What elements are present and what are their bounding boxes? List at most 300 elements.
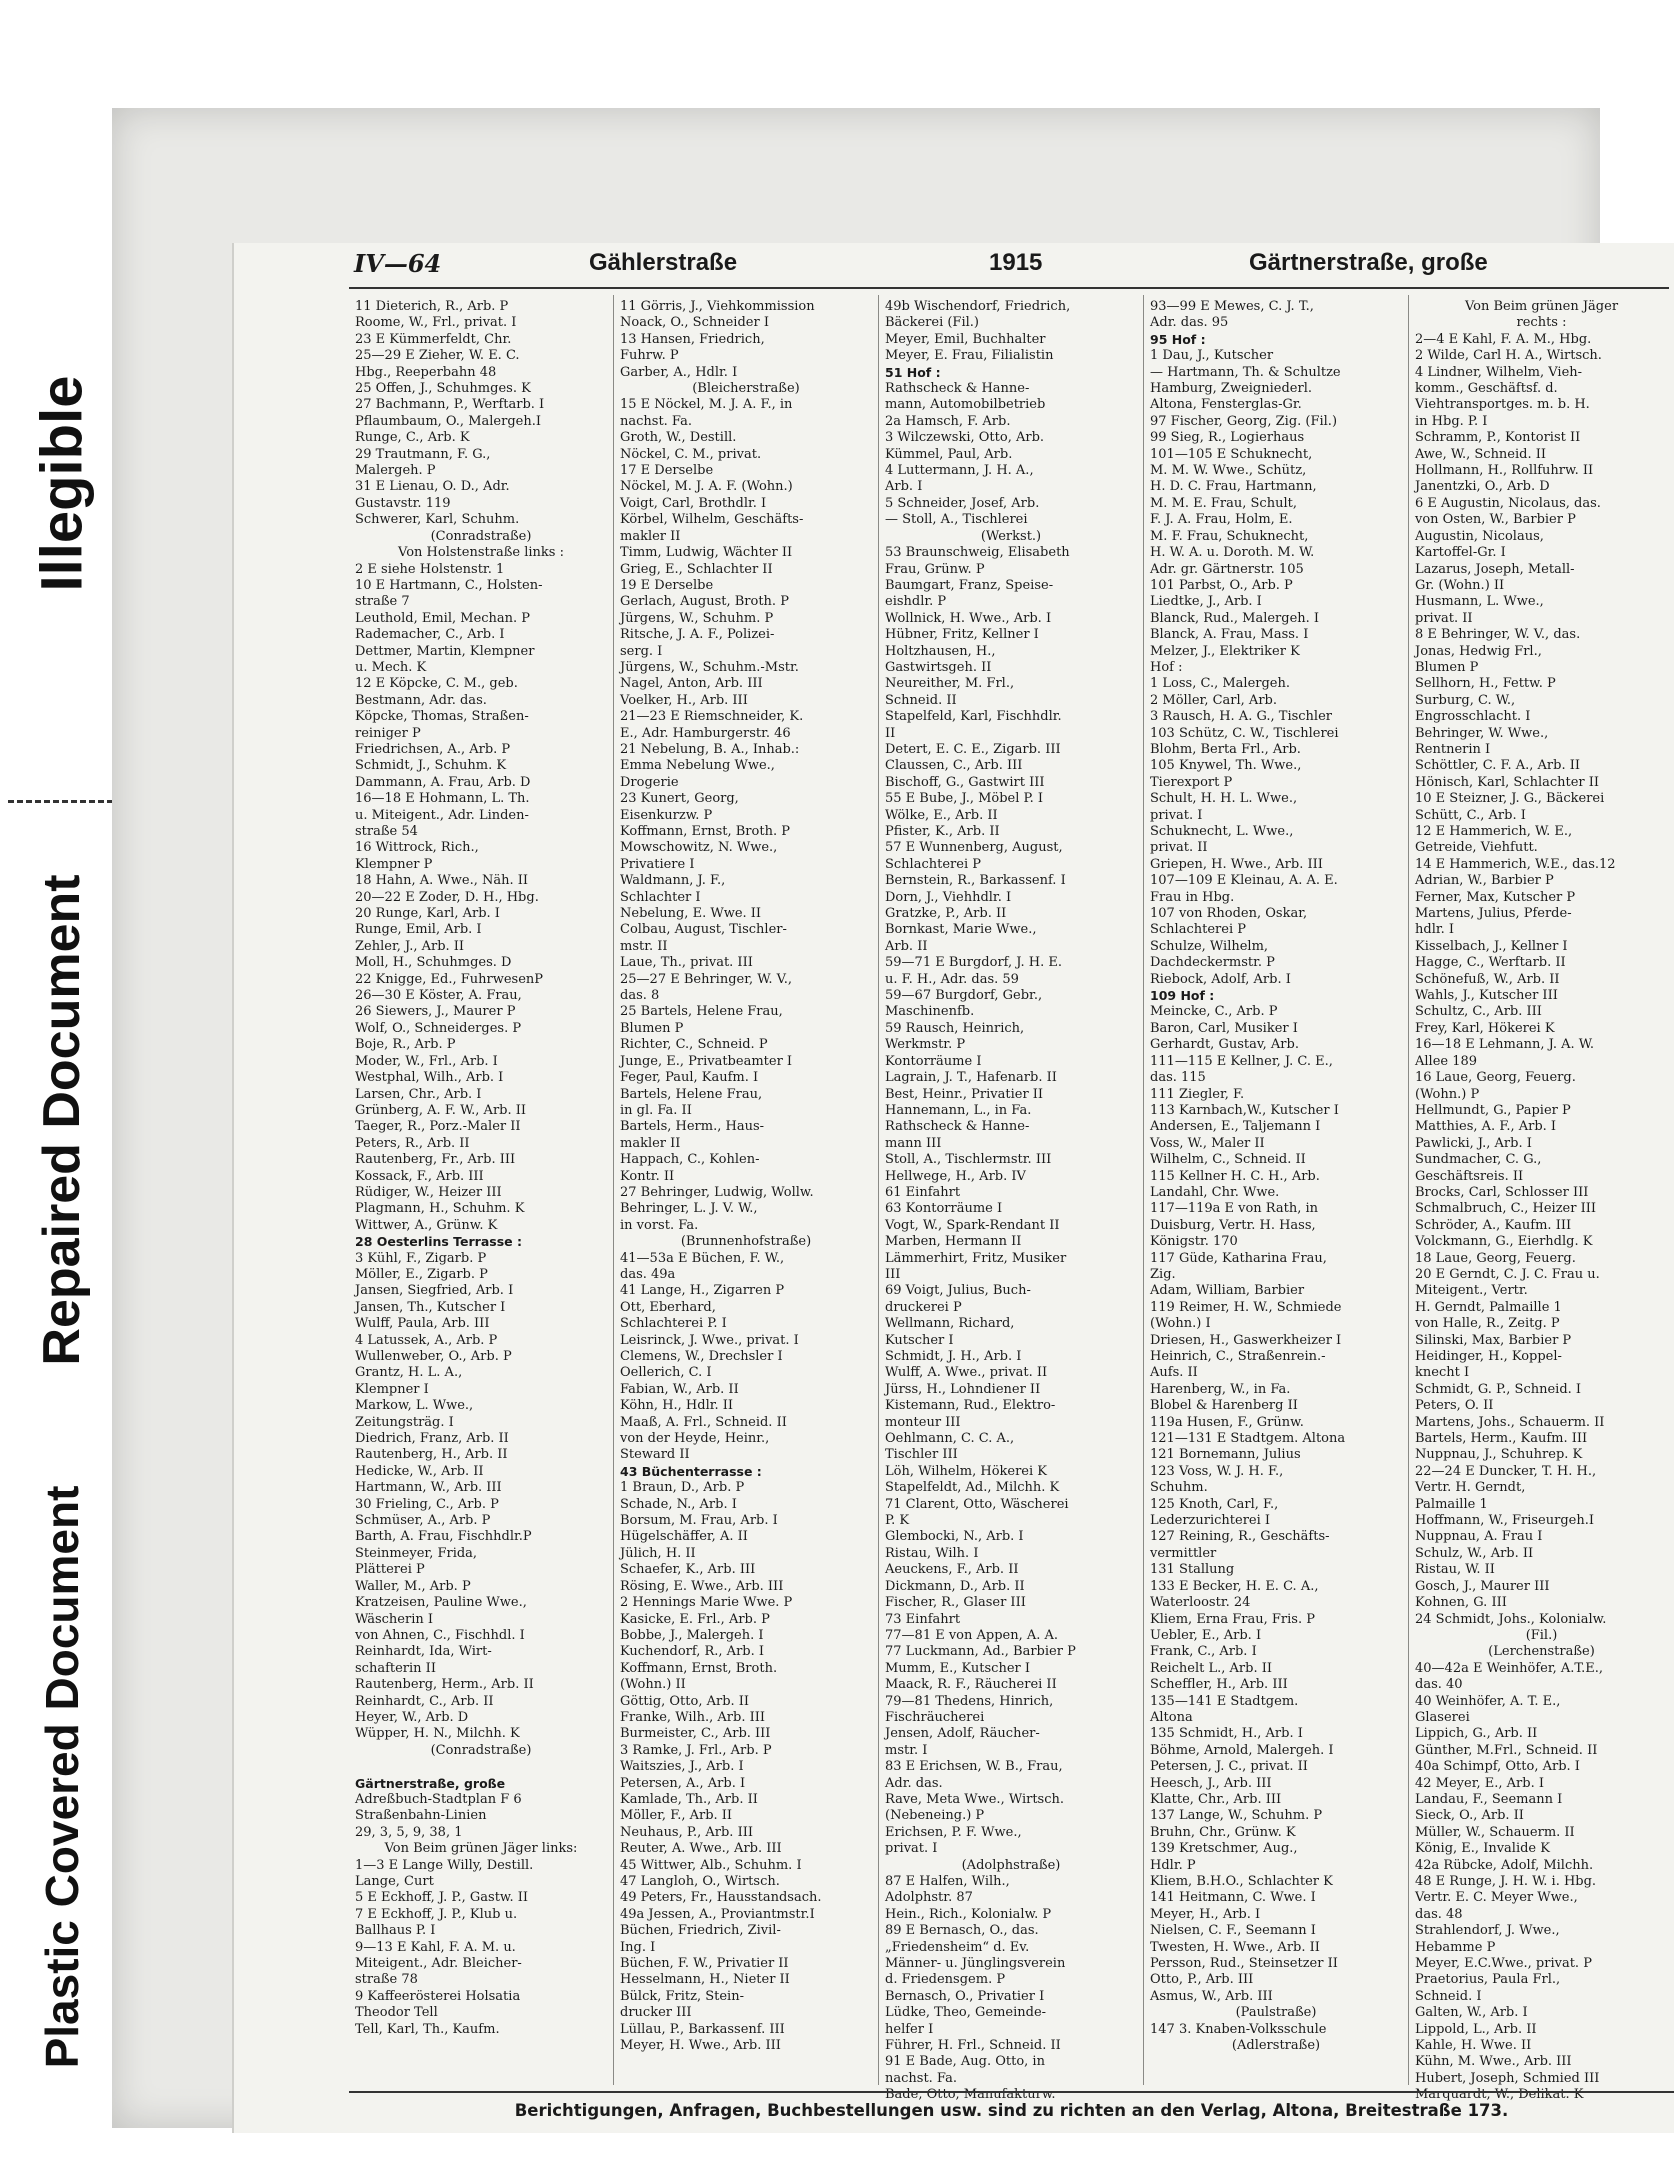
directory-entry: Maaß, A. Frl., Schneid. II [620,1414,787,1430]
directory-entry: Dammann, A. Frau, Arb. D [355,774,531,790]
directory-entry: Voigt, Carl, Brothdlr. I [620,495,767,511]
directory-entry: Franke, Wilh., Arb. III [620,1709,766,1725]
directory-entry: Adam, William, Barbier [1150,1283,1305,1299]
directory-entry: Nagel, Anton, Arb. III [620,676,763,692]
directory-entry: Kliem, B.H.O., Schlachter K [1150,1874,1333,1889]
header-rule [349,287,1669,289]
directory-entry: Adr. das. 95 [1150,315,1229,331]
directory-entry: Laue, Th., privat. III [620,955,753,971]
directory-entry: 10 E Steizner, J. G., Bäckerei [1415,791,1605,807]
directory-entry: Brocks, Carl, Schlosser III [1415,1184,1589,1200]
directory-entry: Grünberg, A. F. W., Arb. II [355,1102,527,1118]
directory-entry: Schuhm. [1150,1480,1208,1496]
directory-entry: Burmeister, C., Arb. III [620,1726,771,1742]
directory-entry: Führer, H. Frl., Schneid. II [885,2038,1061,2054]
directory-entry: Grieg, E., Schlachter II [620,561,773,577]
directory-entry: Wollnick, H. Wwe., Arb. I [885,610,1052,626]
directory-entry: das. 8 [620,988,660,1004]
directory-entry: Adrian, W., Barbier P [1415,873,1554,889]
directory-entry: 119a Husen, F., Grünw. [1150,1414,1304,1430]
directory-entry: Jensen, Adolf, Räucher- [885,1726,1040,1742]
directory-entry: druckerei P [885,1299,962,1315]
directory-entry: Kontorräume I [885,1053,982,1069]
directory-entry: Kamlade, Th., Arb. II [620,1791,758,1807]
directory-entry: 1 Loss, C., Malergeh. [1150,676,1290,692]
directory-entry: 13 Hansen, Friedrich, [620,331,765,347]
directory-entry: 30 Frieling, C., Arb. P [355,1496,499,1512]
directory-entry: Dickmann, D., Arb. II [885,1578,1025,1594]
directory-entry: Gastwirtsgeh. II [885,659,992,675]
directory-entry: Miteigent., Adr. Bleicher- [355,1956,522,1972]
directory-entry: (Brunnenhofstraße) [680,1234,812,1250]
directory-entry: 141 Heitmann, C. Wwe. I [1150,1890,1316,1906]
directory-entry: Wüpper, H. N., Milchh. K [355,1726,520,1742]
directory-entry: 40—42a E Weinhöfer, A.T.E., [1415,1660,1604,1676]
directory-entry: d. Friedensgem. P [885,1972,1006,1988]
directory-entry: Schönefuß, W., Arb. II [1415,971,1560,987]
directory-entry: Ballhaus P. I [355,1923,436,1939]
directory-entry: Boje, R., Arb. P [355,1037,456,1053]
directory-entry: Wolf, O., Schneiderges. P [355,1020,522,1036]
directory-entry: 25 Bartels, Helene Frau, [620,1004,783,1020]
directory-entry: 63 Kontorräume I [885,1201,1003,1217]
directory-entry: Hein., Rich., Kolonialw. P [885,1906,1052,1922]
directory-entry: Reinhardt, C., Arb. II [355,1693,494,1709]
directory-entry: mann, Automobilbetrieb [885,397,1046,413]
directory-entry: schafterin II [355,1660,436,1676]
directory-entry: Vogt, W., Spark-Rendant II [885,1217,1060,1233]
directory-entry: Plätterei P [355,1562,425,1578]
directory-column-1 [349,295,614,2085]
directory-entry: Volckmann, G., Eierhdlg. K [1415,1234,1593,1250]
directory-entry: 133 E Becker, H. E. C. A., [1150,1578,1319,1594]
directory-entry: 1 Dau, J., Kutscher [1150,348,1274,364]
directory-columns [349,295,1674,2103]
directory-entry: Asmus, W., Arb. III [1150,1988,1273,2004]
directory-entry: Werkmstr. P [885,1037,966,1053]
directory-entry: Harenberg, W., in Fa. [1150,1381,1291,1397]
directory-entry: Straßenbahn-Linien [355,1808,487,1824]
directory-entry: von Halle, R., Zeitg. P [1415,1316,1560,1332]
directory-entry: Stoll, A., Tischlermstr. III [885,1152,1052,1168]
directory-entry: Kratzeisen, Pauline Wwe., [355,1595,527,1611]
directory-entry: Colbau, August, Tischler- [620,922,787,938]
illegible-label: Illegible [29,375,95,592]
directory-entry: 127 Reining, R., Geschäfts- [1150,1529,1330,1545]
directory-entry: Schade, N., Arb. I [620,1496,737,1512]
directory-entry: straße 7 [355,594,410,610]
directory-entry: 2 E siehe Holstenstr. 1 [355,561,505,577]
directory-entry: Baumgart, Franz, Speise- [885,577,1054,593]
directory-entry: Aeuckens, F., Arb. II [885,1562,1019,1578]
directory-entry: Bartels, Herm., Kaufm. III [1415,1431,1588,1447]
directory-entry: Surburg, C. W., [1415,692,1516,708]
directory-entry: hdlr. I [1415,922,1455,938]
directory-entry: Maack, R. F., Räucherei II [885,1677,1057,1693]
directory-entry: Baron, Carl, Musiker I [1150,1020,1298,1036]
directory-entry: 5 E Eckhoff, J. P., Gastw. II [355,1890,529,1906]
directory-entry: 2a Hamsch, F. Arb. [885,413,1011,429]
directory-entry: Schlachter I [620,889,701,905]
directory-entry: makler II [620,528,681,544]
directory-entry: 24 Schmidt, Johs., Kolonialw. [1415,1611,1607,1627]
directory-entry: 2—4 E Kahl, F. A. M., Hbg. [1415,331,1592,347]
directory-entry: Marben, Hermann II [885,1234,1022,1250]
directory-entry: 1 Braun, D., Arb. P [620,1480,745,1496]
directory-entry: Lüllau, P., Barkassenf. III [620,2021,785,2037]
directory-entry: u. F. H., Adr. das. 59 [885,971,1019,987]
directory-entry: Behringer, L. J. V. W., [620,1201,758,1217]
directory-entry: Schlachterei P. I [620,1316,727,1332]
directory-entry: Schmidt, J., Schuhm. K [355,758,507,774]
directory-entry: 117 Güde, Katharina Frau, [1150,1250,1327,1266]
directory-entry: Bestmann, Adr. das. [355,692,487,708]
directory-entry: 137 Lange, W., Schuhm. P [1150,1808,1323,1824]
directory-entry: 95 Hof : [1150,331,1206,347]
directory-entry: Waterloostr. 24 [1150,1595,1251,1611]
directory-entry [355,1759,607,1775]
directory-entry: Heidinger, H., Koppel- [1415,1349,1562,1364]
directory-entry: Nuppnau, J., Schuhrep. K [1415,1447,1583,1463]
directory-entry: 27 Behringer, Ludwig, Wollw. [620,1184,814,1200]
directory-entry: Oellerich, C. I [620,1365,712,1381]
directory-entry: Heyer, W., Arb. D [355,1709,469,1725]
directory-entry: Mowschowitz, N. Wwe., [620,840,778,856]
directory-entry: Ing. I [620,1939,656,1955]
directory-entry: 12 E Hammerich, W. E., [1415,824,1573,839]
left-street-heading: Gählerstraße [589,249,738,276]
directory-entry: Sellhorn, H., Fettw. P [1415,676,1556,692]
directory-entry: Meyer, H. Wwe., Arb. III [620,2038,781,2054]
directory-entry: Tischler III [885,1447,958,1463]
directory-entry: 3 Wilczewski, Otto, Arb. [885,430,1045,446]
directory-entry: Ott, Eberhard, [620,1299,716,1315]
directory-entry: 22—24 E Duncker, T. H. H., [1415,1463,1597,1479]
directory-entry: (Adolphstraße) [961,1857,1061,1873]
directory-entry: Reichelt L., Arb. II [1150,1660,1272,1676]
directory-entry: helfer I [885,2021,934,2037]
directory-entry: Möller, F., Arb. II [620,1808,733,1824]
directory-entry: 18 Hahn, A. Wwe., Näh. II [355,873,529,889]
directory-entry: Noack, O., Schneider I [620,315,769,331]
directory-entry: Melzer, J., Elektriker K [1150,643,1300,659]
directory-entry: 10 E Hartmann, C., Holsten- [355,577,543,593]
directory-entry: Kahle, H. Wwe. II [1415,2038,1532,2054]
directory-entry: Galten, W., Arb. I [1415,2005,1528,2021]
directory-entry: Nebelung, E. Wwe. II [620,906,762,922]
directory-entry: Silinski, Max, Barbier P [1415,1332,1572,1348]
directory-entry: Schmalbruch, C., Heizer III [1415,1201,1596,1217]
directory-entry: Pflaumbaum, O., Malergeh.I [355,413,541,429]
directory-entry: (Conradstraße) [430,528,532,544]
directory-entry: 19 E Derselbe [620,577,714,593]
directory-entry: 83 E Erichsen, W. B., Frau, [885,1759,1063,1775]
directory-entry: Andersen, E., Taljemann I [1150,1119,1321,1135]
directory-entry: Friedrichsen, A., Arb. P [355,741,511,757]
directory-entry: Schultz, C., Arb. III [1415,1004,1542,1020]
directory-entry: 111 Ziegler, F. [1150,1086,1245,1102]
directory-entry: Hoffmann, W., Friseurgeh.I [1415,1513,1594,1529]
directory-entry: 28 Oesterlins Terrasse : [355,1234,522,1250]
directory-entry: 29 Trautmann, F. G., [355,446,491,462]
directory-entry: Moder, W., Frl., Arb. I [355,1053,498,1069]
directory-entry: Ristau, W. II [1415,1562,1495,1578]
directory-entry: 14 E Hammerich, W.E., das.12 [1415,856,1616,872]
directory-entry: Peters, O. II [1415,1398,1494,1414]
directory-entry: Klempner P [355,856,433,872]
year-heading: 1915 [989,249,1043,276]
directory-entry: Jürss, H., Lohndiener II [885,1381,1041,1397]
directory-entry: Mumm, E., Kutscher I [885,1660,1031,1676]
directory-entry: 111—115 E Kellner, J. C. E., [1150,1053,1333,1069]
directory-entry: Göttig, Otto, Arb. II [620,1693,750,1709]
directory-entry: privat. I [1150,807,1203,823]
directory-entry: Frank, C., Arb. I [1150,1644,1257,1660]
directory-entry: Meyer, E. Frau, Filialistin [885,348,1054,364]
directory-entry: Sundmacher, C. G., [1415,1152,1542,1168]
directory-entry: Wäscherin I [355,1611,434,1627]
directory-entry: Aufs. II [1150,1365,1198,1381]
directory-entry: 121—131 E Stadtgem. Altona [1150,1431,1346,1447]
directory-column-3 [879,295,1144,2103]
directory-entry: 59—71 E Burgdorf, J. H. E. [885,955,1062,971]
directory-entry: Frau, Grünw. P [885,561,985,577]
directory-entry: — Stoll, A., Tischlerei [885,512,1028,528]
directory-entry: Clemens, W., Drechsler I [620,1349,783,1364]
directory-entry: Männer- u. Jünglingsverein [885,1956,1066,1972]
directory-entry: Stapelfeldt, Ad., Milchh. K [885,1480,1060,1496]
directory-entry: Uebler, E., Arb. I [1150,1627,1262,1643]
directory-entry: Königstr. 170 [1150,1234,1238,1250]
directory-entry: Schmüser, A., Arb. P [355,1513,491,1529]
directory-entry: Augustin, Nicolaus, [1415,528,1544,544]
directory-entry: Klatte, Chr., Arb. III [1150,1791,1282,1807]
directory-entry: Allee 189 [1415,1053,1478,1069]
directory-entry: Meyer, E.C.Wwe., privat. P [1415,1956,1592,1972]
directory-entry: Scheffler, H., Arb. III [1150,1677,1288,1693]
directory-entry: privat. I [885,1841,938,1857]
directory-entry: Bade, Otto, Manufakturw. [885,2087,1056,2103]
directory-entry: Malergeh. P [355,463,436,479]
directory-entry: Adolphstr. 87 [885,1890,973,1906]
directory-entry: Neuhaus, P., Arb. III [620,1824,753,1840]
directory-entry: Engrosschlacht. I [1415,709,1531,725]
directory-entry: Büchen, Friedrich, Zivil- [620,1923,781,1939]
directory-entry: Riebock, Adolf, Arb. I [1150,971,1291,987]
directory-entry: 123 Voss, W. J. H. F., [1150,1463,1284,1479]
directory-entry: „Friedensheim“ d. Ev. [885,1939,1030,1955]
directory-entry: Griepen, H. Wwe., Arb. III [1150,856,1323,872]
directory-entry: Palmaille 1 [1415,1496,1488,1512]
directory-entry: Glaserei [1415,1709,1470,1725]
directory-entry: Schaefer, K., Arb. III [620,1562,756,1578]
directory-entry: F. J. A. Frau, Holm, E. [1150,512,1293,528]
directory-entry: Fuhrw. P [620,348,679,364]
directory-entry: Nielsen, C. F., Seemann I [1150,1923,1316,1939]
directory-entry: Rautenberg, Herm., Arb. II [355,1677,534,1693]
directory-entry: Taeger, R., Porz.-Maler II [355,1119,521,1135]
directory-entry: 47 Langloh, O., Wirtsch. [620,1874,780,1889]
directory-entry: Dachdeckermstr. P [1150,955,1275,971]
directory-entry: Arb. I [885,479,923,495]
directory-entry: Schwerer, Karl, Schuhm. [355,512,520,528]
directory-entry: Bruhn, Chr., Grünw. K [1150,1824,1296,1840]
directory-entry: Liedtke, J., Arb. I [1150,594,1262,610]
directory-entry: Zeitungsträg. I [355,1414,454,1430]
directory-entry: Koffmann, Ernst, Broth. P [620,824,790,839]
directory-entry: eishdlr. P [885,594,947,610]
directory-entry: Adr. das. [885,1775,943,1791]
directory-entry: Heesch, J., Arb. III [1150,1775,1272,1791]
directory-entry: Meyer, H., Arb. I [1150,1906,1261,1922]
plastic-covered-label: Plastic Covered Document [36,1485,88,2069]
directory-entry: makler II [620,1135,681,1151]
directory-entry: 9 Kaffeerösterei Holsatia [355,1988,521,2004]
directory-entry: straße 54 [355,824,418,839]
directory-entry: Bernstein, R., Barkassenf. I [885,873,1066,889]
directory-entry: Günther, M.Frl., Schneid. II [1415,1742,1598,1758]
directory-entry: Frau in Hbg. [1150,889,1235,905]
directory-entry: 2 Hennings Marie Wwe. P [620,1595,793,1611]
directory-entry: Schmidt, J. H., Arb. I [885,1349,1022,1364]
directory-entry: Happach, C., Kohlen- [620,1152,760,1168]
directory-entry: mstr. I [885,1742,928,1758]
directory-entry: Vertr. E. C. Meyer Wwe., [1415,1890,1578,1906]
directory-entry: 23 E Kümmerfeldt, Chr. [355,331,512,347]
directory-entry: Nöckel, C. M., privat. [620,446,762,462]
directory-page [232,243,1674,2133]
directory-entry: Kutscher I [885,1332,954,1348]
directory-entry: Feger, Paul, Kaufm. I [620,1070,759,1086]
directory-entry: Grantz, H. L. A., [355,1365,463,1381]
directory-entry: in gl. Fa. II [620,1102,692,1118]
directory-entry: Miteigent., Vertr. [1415,1283,1528,1299]
directory-entry: M. F. Frau, Schuknecht, [1150,528,1309,544]
directory-entry: Wellmann, Richard, [885,1316,1015,1332]
directory-entry: Schöttler, C. F. A., Arb. II [1415,758,1580,774]
directory-entry: Hesselmann, H., Nieter II [620,1972,790,1988]
directory-entry: Landau, F., Seemann I [1415,1791,1563,1807]
directory-entry: privat. II [1415,610,1473,626]
directory-entry: Waldmann, J. F., [620,873,726,889]
side-label-strip [0,0,120,2177]
directory-entry: drucker III [620,2005,692,2021]
directory-entry: Köpcke, Thomas, Straßen- [355,709,529,725]
directory-entry: Rautenberg, H., Arb. II [355,1447,508,1463]
directory-entry: 29, 3, 5, 9, 38, 1 [355,1824,463,1840]
directory-entry: Schneid. II [885,692,957,708]
directory-entry: Bischoff, G., Gastwirt III [885,774,1045,790]
directory-entry: Neureither, M. Frl., [885,676,1015,692]
directory-entry: 16—18 E Lehmann, J. A. W. [1415,1037,1594,1053]
directory-entry: 91 E Bade, Aug. Otto, in [885,2054,1045,2070]
directory-entry: H. D. C. Frau, Hartmann, [1150,479,1317,495]
directory-entry: Bernasch, O., Privatier I [885,1988,1045,2004]
directory-entry: Lederzurichterei I [1150,1513,1271,1529]
directory-entry: Rave, Meta Wwe., Wirtsch. [885,1791,1065,1807]
directory-entry: 20 E Gerndt, C. J. C. Frau u. [1415,1266,1600,1282]
directory-entry: Erichsen, P. F. Wwe., [885,1824,1022,1840]
directory-entry: Waitszies, J., Arb. I [620,1759,744,1775]
directory-entry: Eisenkurzw. P [620,807,713,823]
directory-entry: Drogerie [620,774,679,790]
directory-entry: Büchen, F. W., Privatier II [620,1956,789,1972]
directory-entry: Awe, W., Schneid. II [1415,446,1547,462]
directory-entry: monteur III [885,1414,961,1430]
directory-entry: Schneid. I [1415,1988,1482,2004]
directory-entry: Lazarus, Joseph, Metall- [1415,561,1575,577]
directory-entry: Frey, Karl, Hökerei K [1415,1020,1555,1036]
directory-entry: Reinhardt, Ida, Wirt- [355,1644,492,1660]
directory-entry: Fabian, W., Arb. II [620,1381,739,1397]
directory-entry: Emma Nebelung Wwe., [620,758,775,774]
directory-entry: 49a Jessen, A., Proviantmstr.I [620,1906,815,1922]
directory-entry: 49b Wischendorf, Friedrich, [885,299,1071,314]
directory-entry: das. 40 [1415,1677,1463,1693]
directory-entry: Martens, Johs., Schauerm. II [1415,1414,1605,1430]
directory-entry: 59 Rausch, Heinrich, [885,1020,1025,1036]
directory-entry: 131 Stallung [1150,1562,1235,1578]
directory-entry: 97 Fischer, Georg, Zig. (Fil.) [1150,413,1338,429]
directory-entry: Wulff, A. Wwe., privat. II [885,1365,1048,1381]
directory-entry: Fischräucherei [885,1709,985,1725]
directory-entry: Rathscheck & Hanne- [885,1119,1030,1135]
directory-entry: 11 Görris, J., Viehkommission [620,299,815,314]
directory-entry: Rentnerin I [1415,741,1491,757]
directory-entry: Bartels, Helene Frau, [620,1086,763,1102]
directory-entry: Hellwege, H., Arb. IV [885,1168,1026,1184]
directory-entry: Müller, W., Schauerm. II [1415,1824,1575,1840]
directory-entry: straße 78 [355,1972,418,1988]
directory-entry: Von Beim grünen Jäger [1464,299,1619,314]
directory-entry: Adr. gr. Gärtnerstr. 105 [1150,561,1304,577]
directory-entry: Gärtnerstraße, große [355,1775,506,1791]
directory-entry: Husmann, L. Wwe., [1415,594,1544,610]
directory-entry: Nöckel, M. J. A. F. (Wohn.) [620,479,793,495]
directory-entry: Gerlach, August, Broth. P [620,594,789,610]
directory-entry: Schlachterei P [1150,922,1246,938]
repaired-document-label: Repaired Document [33,874,91,1366]
directory-entry: Bartels, Herm., Haus- [620,1119,765,1135]
directory-entry: Rösing, E. Wwe., Arb. III [620,1578,784,1594]
directory-column-4 [1144,295,1409,2085]
directory-entry: H. W. A. u. Doroth. M. W. [1150,545,1315,561]
directory-entry: 51 Hof : [885,364,941,380]
directory-entry: 5 Schneider, Josef, Arb. [885,495,1040,511]
directory-entry: 4 Lindner, Wilhelm, Vieh- [1415,364,1583,380]
directory-entry: 42 Meyer, E., Arb. I [1415,1775,1544,1791]
directory-entry: Blumen P [620,1020,684,1036]
directory-entry: 20 Runge, Karl, Arb. I [355,906,500,922]
directory-entry: 41—53a E Büchen, F. W., [620,1250,785,1266]
directory-entry: Wölke, E., Arb. II [885,807,998,823]
directory-entry: Pawlicki, J., Arb. I [1415,1135,1532,1151]
directory-entry: 3 Rausch, H. A. G., Tischler [1150,709,1332,725]
directory-entry: Waller, M., Arb. P [355,1578,471,1594]
directory-entry: Blanck, A. Frau, Mass. I [1150,627,1309,643]
directory-entry: Twesten, H. Wwe., Arb. II [1150,1939,1320,1955]
directory-entry: 16—18 E Hohmann, L. Th. [355,791,530,807]
directory-entry: Pfister, K., Arb. II [885,824,1000,839]
directory-entry: Schramm, P., Kontorist II [1415,430,1581,446]
directory-entry: Hubert, Joseph, Schmied III [1415,2070,1600,2086]
directory-entry: Driesen, H., Gaswerkheizer I [1150,1332,1342,1348]
directory-entry: Glembocki, N., Arb. I [885,1529,1024,1545]
directory-entry: (Bleicherstraße) [692,381,800,397]
directory-entry: Diedrich, Franz, Arb. II [355,1431,509,1447]
directory-entry: Jürgens, W., Schuhm.-Mstr. [620,659,799,675]
directory-entry: 59—67 Burgdorf, Gebr., [885,988,1043,1004]
